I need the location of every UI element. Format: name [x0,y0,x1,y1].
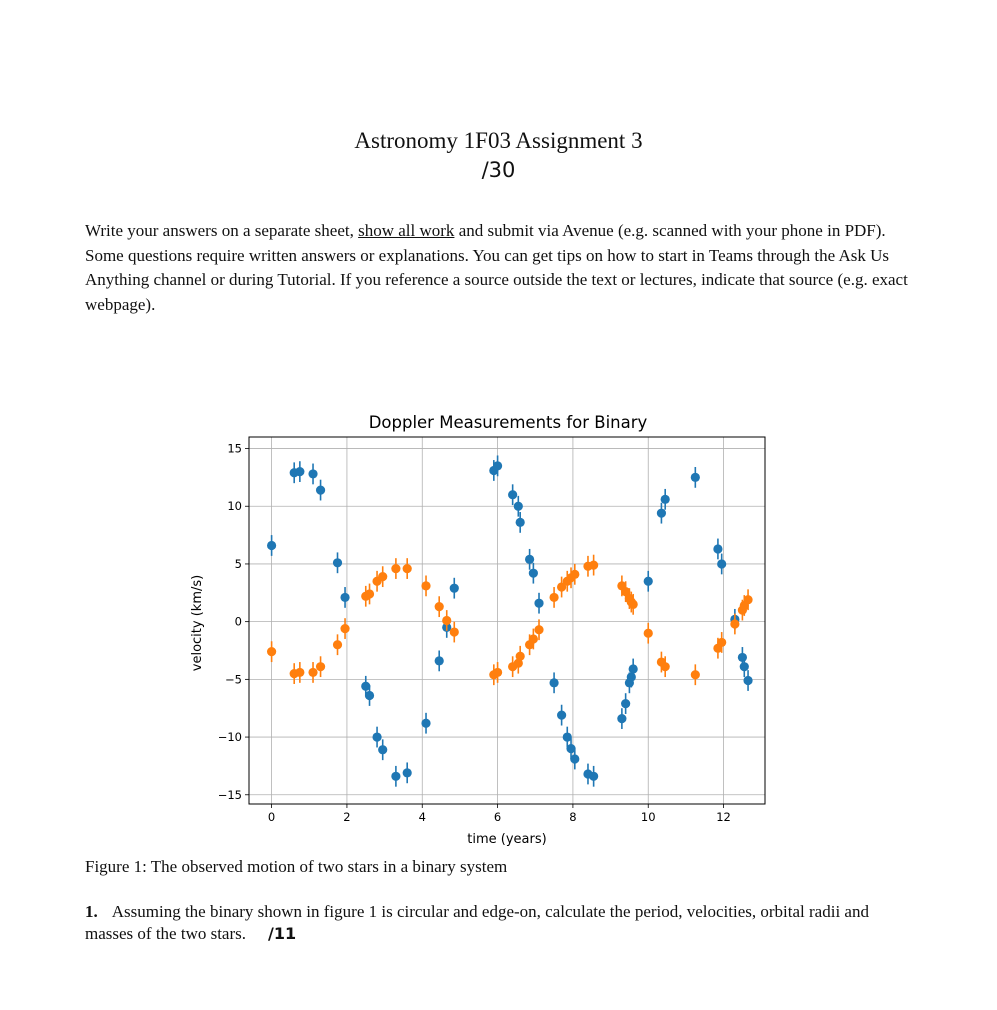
data-point [493,461,502,470]
data-point [730,619,739,628]
data-point [534,625,543,634]
chart-x-axis-label: time (years) [467,832,547,847]
series-star-b [267,555,753,685]
data-point [267,647,276,656]
data-point [661,495,670,504]
data-point [691,670,700,679]
x-tick-label: 10 [640,810,656,824]
data-point [435,656,444,665]
chart-grid [249,437,765,804]
data-point [621,699,630,708]
data-point [295,668,304,677]
instructions-paragraph [85,219,920,317]
data-point [333,640,342,649]
data-point [308,469,317,478]
y-tick-label: 15 [227,441,242,456]
x-tick-label: 6 [493,810,502,824]
data-point [629,600,638,609]
data-point [557,711,566,720]
data-point [740,662,749,671]
data-point [743,676,752,685]
data-point [529,569,538,578]
data-point [316,485,325,494]
instructions-text-end: and submit via Avenue (e.g. scanned with your phone in PDF). Some questions require written answers or explanations. You can get tips on how to start in Teams through the Ask Us Anything channel or during Tutorial. If you reference a source outside the text or lectures, indicate that source (e.g. exact webpage). [85,221,908,314]
question-number: 1. [85,902,98,921]
y-tick-label: 10 [227,499,242,514]
data-point [691,473,700,482]
data-point [333,558,342,567]
data-point [717,638,726,647]
data-point [516,652,525,661]
data-point [391,772,400,781]
data-point [450,584,459,593]
y-tick-label: 0 [234,614,242,629]
data-point [589,772,598,781]
data-point [534,599,543,608]
data-point [442,616,451,625]
data-point [627,672,636,681]
data-point [743,595,752,604]
y-tick-label: −10 [217,730,242,745]
data-point [713,544,722,553]
data-point [435,602,444,611]
instructions-underlined-text: show all work [358,221,455,240]
data-point [644,629,653,638]
data-point [365,691,374,700]
data-point [738,653,747,662]
data-point [378,572,387,581]
data-point [525,555,534,564]
doppler-chart [185,405,785,855]
data-point [421,719,430,728]
data-point [617,714,626,723]
chart-y-axis-label: velocity (km/s) [190,574,205,672]
data-point [514,502,523,511]
total-marks: /30 [481,158,516,182]
data-point [657,509,666,518]
data-point [403,768,412,777]
question-text: Assuming the binary shown in figure 1 is circular and edge-on, calculate the period, velocities, orbital radii and masses of the two stars. [85,902,869,943]
figure-caption: Figure 1: The observed motion of two stars in a binary system [85,857,508,876]
x-tick-label: 12 [716,810,731,824]
y-tick-label: −15 [217,787,242,802]
data-point [570,570,579,579]
data-point [589,561,598,570]
data-point [717,559,726,568]
y-tick-label: 5 [234,556,242,571]
data-point [365,589,374,598]
data-point [421,581,430,590]
data-point [516,518,525,527]
data-point [372,732,381,741]
data-point [549,593,558,602]
data-point [340,593,349,602]
data-point [308,668,317,677]
data-point [316,662,325,671]
x-tick-label: 8 [569,810,577,824]
data-point [450,627,459,636]
data-point [391,564,400,573]
chart-ticks [218,442,731,824]
data-point [340,624,349,633]
data-point [267,541,276,550]
data-point [529,634,538,643]
data-point [493,668,502,677]
data-point [644,577,653,586]
x-tick-label: 4 [418,810,426,824]
data-point [570,754,579,763]
data-point [549,678,558,687]
page-title: Astronomy 1F03 Assignment 3 [354,128,643,153]
x-tick-label: 2 [343,810,351,824]
x-tick-label: 0 [267,810,276,824]
chart-plot-frame [249,437,765,804]
data-point [295,467,304,476]
question-marks: /11 [268,924,297,943]
question-1 [85,901,920,945]
data-point [378,745,387,754]
data-point [508,490,517,499]
data-point [403,564,412,573]
data-point [629,664,638,673]
y-tick-label: −5 [225,672,242,687]
data-point [661,662,670,671]
chart-title: Doppler Measurements for Binary [368,413,648,432]
instructions-text-start: Write your answers on a separate sheet, [85,221,359,240]
